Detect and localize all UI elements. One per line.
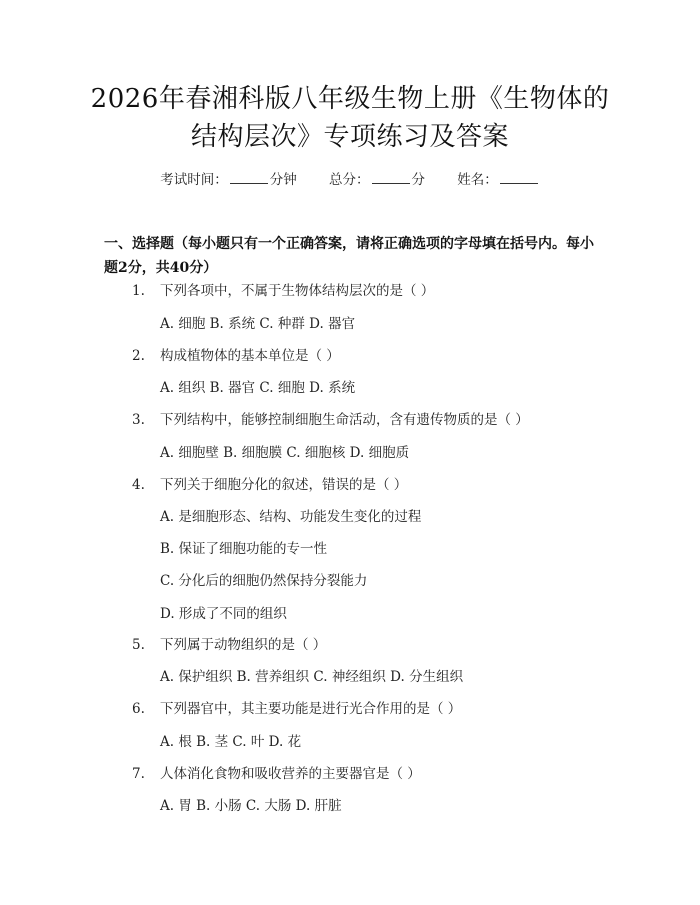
question-text: 人体消化食物和吸收营养的主要器官是（ ） [160, 766, 421, 782]
question-text: 下列关于细胞分化的叙述，错误的是（ ） [160, 477, 408, 493]
question-4-option-b: B. 保证了细胞功能的专一性 [160, 541, 328, 557]
name-field [457, 168, 540, 188]
score-blank[interactable] [372, 171, 410, 184]
title-line-2: 结构层次》专项练习及答案 [190, 122, 509, 152]
question-4-option-d: D. 形成了不同的组织 [160, 606, 287, 622]
name-label: 姓名： [457, 172, 498, 188]
question-4-option-a: A. 是细胞形态、结构、功能发生变化的过程 [160, 509, 422, 525]
question-6-options: A. 根 B. 茎 C. 叶 D. 花 [160, 734, 302, 750]
question-2 [132, 346, 340, 366]
question-text: 下列器官中，其主要功能是进行光合作用的是（ ） [160, 701, 462, 717]
question-4 [132, 475, 407, 495]
question-number: 3. [132, 412, 145, 428]
score-unit: 分 [411, 172, 425, 188]
time-unit: 分钟 [269, 172, 297, 188]
question-1 [132, 281, 434, 301]
question-text: 下列结构中，能够控制细胞生命活动，含有遗传物质的是（ ） [160, 412, 529, 428]
title-line-1: 2026年春湘科版八年级生物上册《生物体的 [90, 84, 610, 114]
question-4-option-c: C. 分化后的细胞仍然保持分裂能力 [160, 573, 368, 589]
exam-meta [0, 168, 700, 188]
score-field [329, 168, 425, 188]
question-1-options: A. 细胞 B. 系统 C. 种群 D. 器官 [160, 316, 356, 332]
question-number: 5. [132, 637, 145, 653]
question-6 [132, 699, 461, 719]
question-number: 7. [132, 766, 145, 782]
question-number: 4. [132, 477, 145, 493]
question-number: 6. [132, 701, 145, 717]
question-text: 构成植物体的基本单位是（ ） [160, 348, 340, 364]
question-number: 2. [132, 348, 145, 364]
question-text: 下列各项中，不属于生物体结构层次的是（ ） [160, 283, 435, 299]
time-field [160, 168, 297, 188]
section-heading: 一、选择题（每小题只有一个正确答案，请将正确选项的字母填在括号内。每小题2分，共40分） [104, 236, 594, 276]
time-blank[interactable] [230, 171, 268, 184]
question-3 [132, 410, 529, 430]
score-label: 总分： [329, 172, 370, 188]
question-2-options: A. 组织 B. 器官 C. 细胞 D. 系统 [160, 380, 356, 396]
question-text: 下列属于动物组织的是（ ） [160, 637, 327, 653]
question-7 [132, 764, 421, 784]
time-label: 考试时间： [160, 172, 228, 188]
question-7-options: A. 胃 B. 小肠 C. 大肠 D. 肝脏 [160, 798, 342, 814]
question-5-options: A. 保护组织 B. 营养组织 C. 神经组织 D. 分生组织 [160, 669, 464, 685]
question-5 [132, 635, 326, 655]
question-number: 1. [132, 283, 145, 299]
question-3-options: A. 细胞壁 B. 细胞膜 C. 细胞核 D. 细胞质 [160, 445, 410, 461]
name-blank[interactable] [500, 171, 538, 184]
